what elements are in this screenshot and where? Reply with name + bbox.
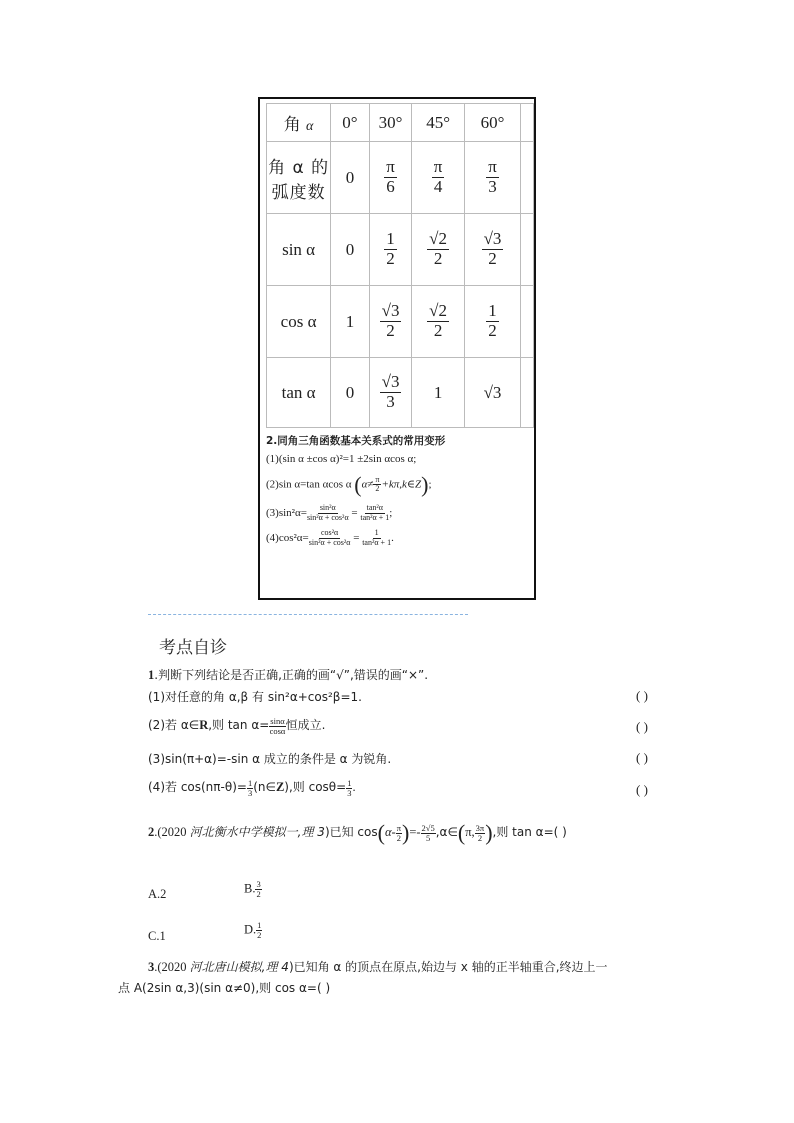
label-sin: sin α xyxy=(267,214,331,286)
q2-stem: 2.(2020 河北衡水中学模拟一,理 3)已知 cos(α- $\frac{\pi}{2}$ )=- $\frac{2√5}{5}$ ,α∈(π, $\frac{3\pi}{2}$ ),则 tan α=( ) xyxy=(148,820,567,845)
header-30deg: 30° xyxy=(369,104,412,142)
q2-option-a[interactable]: A.2 xyxy=(148,887,167,901)
q3-stem-line1: 3.(2020 河北唐山模拟,理 4)已知角 α 的顶点在原点,始边与 x 轴的正半轴重合,终边上一 xyxy=(148,960,608,974)
tan-0: 0 xyxy=(331,358,370,428)
header-angle: 角 α xyxy=(267,104,331,142)
identity-2: (2)sin α=tan αcos α (α≠ $\frac{\pi}{2}$ +kπ,k∈Z); xyxy=(266,471,432,497)
tan-60: √3 xyxy=(464,358,520,428)
q2-option-d[interactable]: D. $\frac{1}{2}$ xyxy=(244,920,262,940)
trig-value-table xyxy=(266,103,534,428)
tan-30: $\frac{√3}{3}$ xyxy=(369,358,412,428)
identity-notes xyxy=(266,435,530,553)
q3-stem-line2: 点 A(2sin α,3)(sin α≠0),则 cos α=( ) xyxy=(118,981,331,995)
q1-answer-blank-3[interactable]: ( ) xyxy=(636,750,648,765)
radian-45: $\frac{\pi}{4}$ xyxy=(412,142,464,214)
q1-answer-blank-4[interactable]: ( ) xyxy=(636,782,648,797)
q1-answer-blank-1[interactable]: ( ) xyxy=(636,688,648,703)
formula-box xyxy=(258,97,536,600)
sin-30: $\frac{1}{2}$ xyxy=(369,214,412,286)
cos-60: $\frac{1}{2}$ xyxy=(464,286,520,358)
notes-heading: 2.同角三角函数基本关系式的常用变形 xyxy=(266,435,446,447)
q2-option-c[interactable]: C.1 xyxy=(148,929,166,943)
q1-statement-4: (4)若 cos(nπ-θ)= $\frac{1}{3}$ (n∈Z),则 cosθ= $\frac{1}{3}$ . xyxy=(148,777,356,798)
cos-30: $\frac{√3}{2}$ xyxy=(369,286,412,358)
section-divider xyxy=(148,614,468,615)
sin-45: $\frac{√2}{2}$ xyxy=(412,214,464,286)
label-radian: 角 α 的 弧度数 xyxy=(267,142,331,214)
cos-0: 1 xyxy=(331,286,370,358)
identity-3: (3)sin²α= $\frac{\text{sin²α}}{\text{sin²α + cos²α}}$ = $\frac{\text{tan²α}}{\text{tan²α + 1}}$ ; xyxy=(266,503,393,522)
label-cos: cos α xyxy=(267,286,331,358)
q1-statement-2: (2)若 α∈R,则 tan α= $\frac{\sin\alpha}{\cos\alpha}$ 恒成立. xyxy=(148,715,326,736)
identity-1: (1)(sin α ±cos α)²=1 ±2sin αcos α; xyxy=(266,452,417,465)
identity-4: (4)cos²α= $\frac{\text{cos²α}}{\text{sin²α + cos²α}}$ = $\frac{1}{\text{tan²α + 1}}$ . xyxy=(266,527,394,547)
radian-0: 0 xyxy=(331,142,370,214)
cos-45: $\frac{√2}{2}$ xyxy=(412,286,464,358)
q1-answer-blank-2[interactable]: ( ) xyxy=(636,719,648,734)
sin-0: 0 xyxy=(331,214,370,286)
q1-stem: 1.判断下列结论是否正确,正确的画“√”,错误的画“×”. xyxy=(148,668,429,682)
section-title: 考点自诊 xyxy=(159,638,227,658)
q1-statement-1: (1)对任意的角 α,β 有 sin²α+cos²β=1. xyxy=(148,690,362,704)
tan-45: 1 xyxy=(412,358,464,428)
q1-statement-3: (3)sin(π+α)=-sin α 成立的条件是 α 为锐角. xyxy=(148,752,392,766)
label-tan: tan α xyxy=(267,358,331,428)
sin-60: $\frac{√3}{2}$ xyxy=(464,214,520,286)
radian-30: $\frac{\pi}{6}$ xyxy=(369,142,412,214)
header-45deg: 45° xyxy=(412,104,464,142)
header-60deg: 60° xyxy=(464,104,520,142)
radian-60: $\frac{\pi}{3}$ xyxy=(464,142,520,214)
header-empty xyxy=(521,104,534,142)
header-0deg: 0° xyxy=(331,104,370,142)
q2-option-b[interactable]: B. $\frac{3}{2}$ xyxy=(244,879,261,899)
